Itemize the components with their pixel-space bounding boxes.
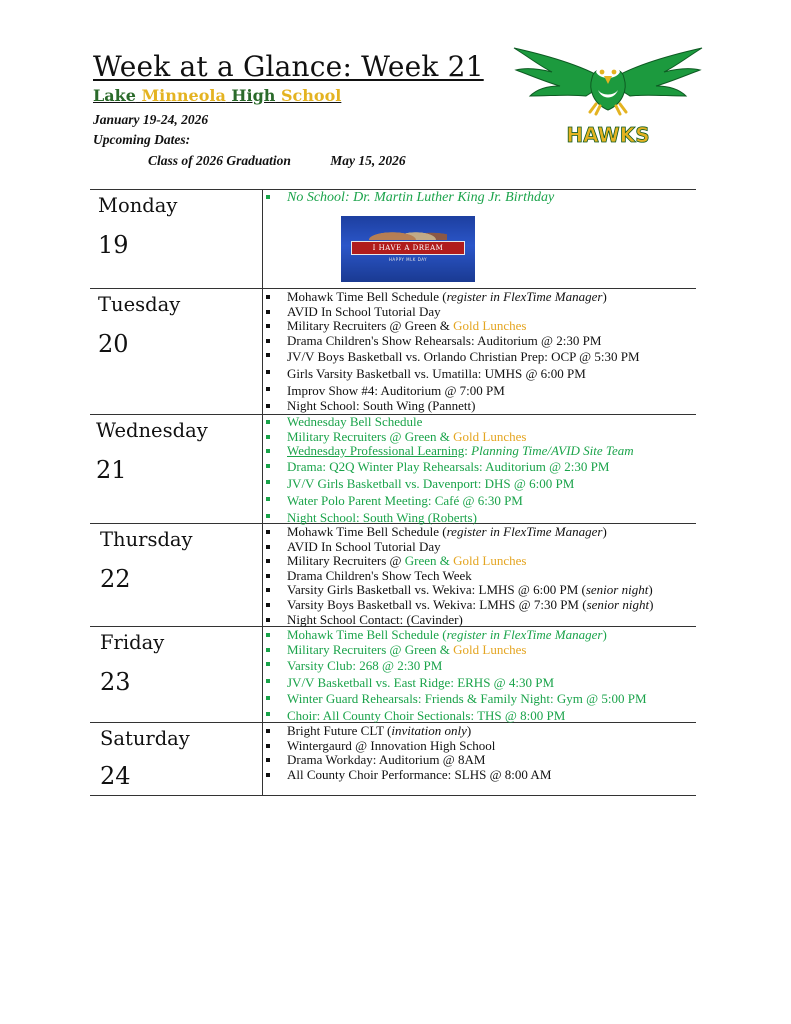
day-events <box>263 289 696 414</box>
day-cell <box>90 524 263 626</box>
event-item: Varsity Club: 268 @ 2:30 PM <box>263 657 696 674</box>
day-number: 24 <box>100 762 131 790</box>
day-row-monday <box>90 190 696 289</box>
day-row-saturday <box>90 723 696 796</box>
event-item: JV/V Boys Basketball vs. Orlando Christian Prep: OCP @ 5:30 PM <box>263 348 696 365</box>
event-item: Night School: South Wing (Roberts) <box>263 509 696 526</box>
event-item: Mohawk Time Bell Schedule (register in FlexTime Manager) <box>263 290 696 305</box>
day-cell <box>90 627 263 722</box>
day-number: 23 <box>100 668 131 696</box>
school-word: Lake <box>93 86 136 105</box>
mlk-day-image <box>341 216 475 282</box>
event-item: Military Recruiters @ Green & Gold Lunches <box>263 643 696 658</box>
day-row-thursday <box>90 524 696 627</box>
event-item: Mohawk Time Bell Schedule (register in FlexTime Manager) <box>263 525 696 540</box>
day-number: 20 <box>98 330 129 358</box>
event-item: Girls Varsity Basketball vs. Umatilla: UMHS @ 6:00 PM <box>263 365 696 382</box>
event-item: Wednesday Professional Learning: Planning Time/AVID Site Team <box>263 444 696 459</box>
day-number: 22 <box>100 565 131 593</box>
event-item: Choir: All County Choir Sectionals: THS @ 8:00 PM <box>263 707 696 724</box>
event-item: Night School Contact: (Cavinder) <box>263 613 696 628</box>
day-cell <box>90 723 263 795</box>
event-item: Drama Workday: Auditorium @ 8AM <box>263 753 696 768</box>
event-item: Wednesday Bell Schedule <box>263 415 696 430</box>
banner-text: I HAVE A DREAM <box>351 241 465 255</box>
event-item: JV/V Girls Basketball vs. Davenport: DHS @ 6:00 PM <box>263 475 696 492</box>
day-row-friday <box>90 627 696 723</box>
upcoming-label: Upcoming Dates: <box>93 132 191 147</box>
graduation-line <box>148 153 406 169</box>
event-item: Military Recruiters @ Green & Gold Lunches <box>263 554 696 569</box>
day-name: Wednesday <box>96 419 208 442</box>
event-item: Water Polo Parent Meeting: Café @ 6:30 PM <box>263 492 696 509</box>
day-name: Thursday <box>100 528 193 551</box>
day-cell <box>90 289 263 414</box>
day-number: 21 <box>96 456 127 484</box>
event-item: Drama: Q2Q Winter Play Rehearsals: Auditorium @ 2:30 PM <box>263 459 696 475</box>
event-item: Drama Children's Show Rehearsals: Auditorium @ 2:30 PM <box>263 334 696 349</box>
event-item: Varsity Boys Basketball vs. Wekiva: LMHS @ 7:30 PM (senior night) <box>263 598 696 613</box>
event-item: Varsity Girls Basketball vs. Wekiva: LMHS @ 6:00 PM (senior night) <box>263 583 696 598</box>
day-name: Saturday <box>100 727 190 750</box>
day-events <box>263 415 696 523</box>
day-events <box>263 627 696 722</box>
event-item: Winter Guard Rehearsals: Friends & Family Night: Gym @ 5:00 PM <box>263 691 696 707</box>
week-dates: January 19-24, 2026 <box>93 112 209 127</box>
day-row-tuesday <box>90 289 696 415</box>
event-item: All County Choir Performance: SLHS @ 8:00 AM <box>263 768 696 783</box>
event-item: AVID In School Tutorial Day <box>263 305 696 320</box>
day-name: Friday <box>100 631 165 654</box>
event-item: Military Recruiters @ Green & Gold Lunches <box>263 430 696 445</box>
day-name: Tuesday <box>98 293 181 316</box>
day-cell <box>90 415 263 523</box>
day-number: 19 <box>98 231 129 259</box>
day-events <box>263 723 696 795</box>
page-title: Week at a Glance: Week 21 <box>93 50 484 83</box>
day-cell <box>90 190 263 288</box>
hands-graphic <box>369 222 447 240</box>
school-word: High <box>231 86 276 105</box>
day-events <box>263 524 696 626</box>
graduation-date: May 15, 2026 <box>330 153 406 168</box>
hawks-logo-icon <box>510 38 706 150</box>
event-item: Night School: South Wing (Pannett) <box>263 399 696 414</box>
event-item: Military Recruiters @ Green & Gold Lunches <box>263 319 696 334</box>
event-item: Drama Children's Show Tech Week <box>263 569 696 584</box>
day-events <box>263 190 696 288</box>
event-item: No School: Dr. Martin Luther King Jr. Birthday <box>263 190 696 206</box>
day-row-wednesday <box>90 415 696 524</box>
logo-text: HAWKS <box>566 123 650 147</box>
school-word: Minneola <box>141 86 226 105</box>
banner-subtext: HAPPY MLK DAY <box>388 257 428 262</box>
week-schedule-table <box>90 189 696 796</box>
day-name: Monday <box>98 194 178 217</box>
event-item: JV/V Basketball vs. East Ridge: ERHS @ 4:30 PM <box>263 674 696 691</box>
event-item: Wintergaurd @ Innovation High School <box>263 739 696 754</box>
school-word: School <box>281 86 342 105</box>
event-item: AVID In School Tutorial Day <box>263 540 696 555</box>
event-item: Improv Show #4: Auditorium @ 7:00 PM <box>263 382 696 399</box>
graduation-label: Class of 2026 Graduation <box>148 153 291 168</box>
event-item: Bright Future CLT (invitation only) <box>263 724 696 739</box>
event-item: Mohawk Time Bell Schedule (register in FlexTime Manager) <box>263 628 696 643</box>
school-name <box>93 86 341 105</box>
